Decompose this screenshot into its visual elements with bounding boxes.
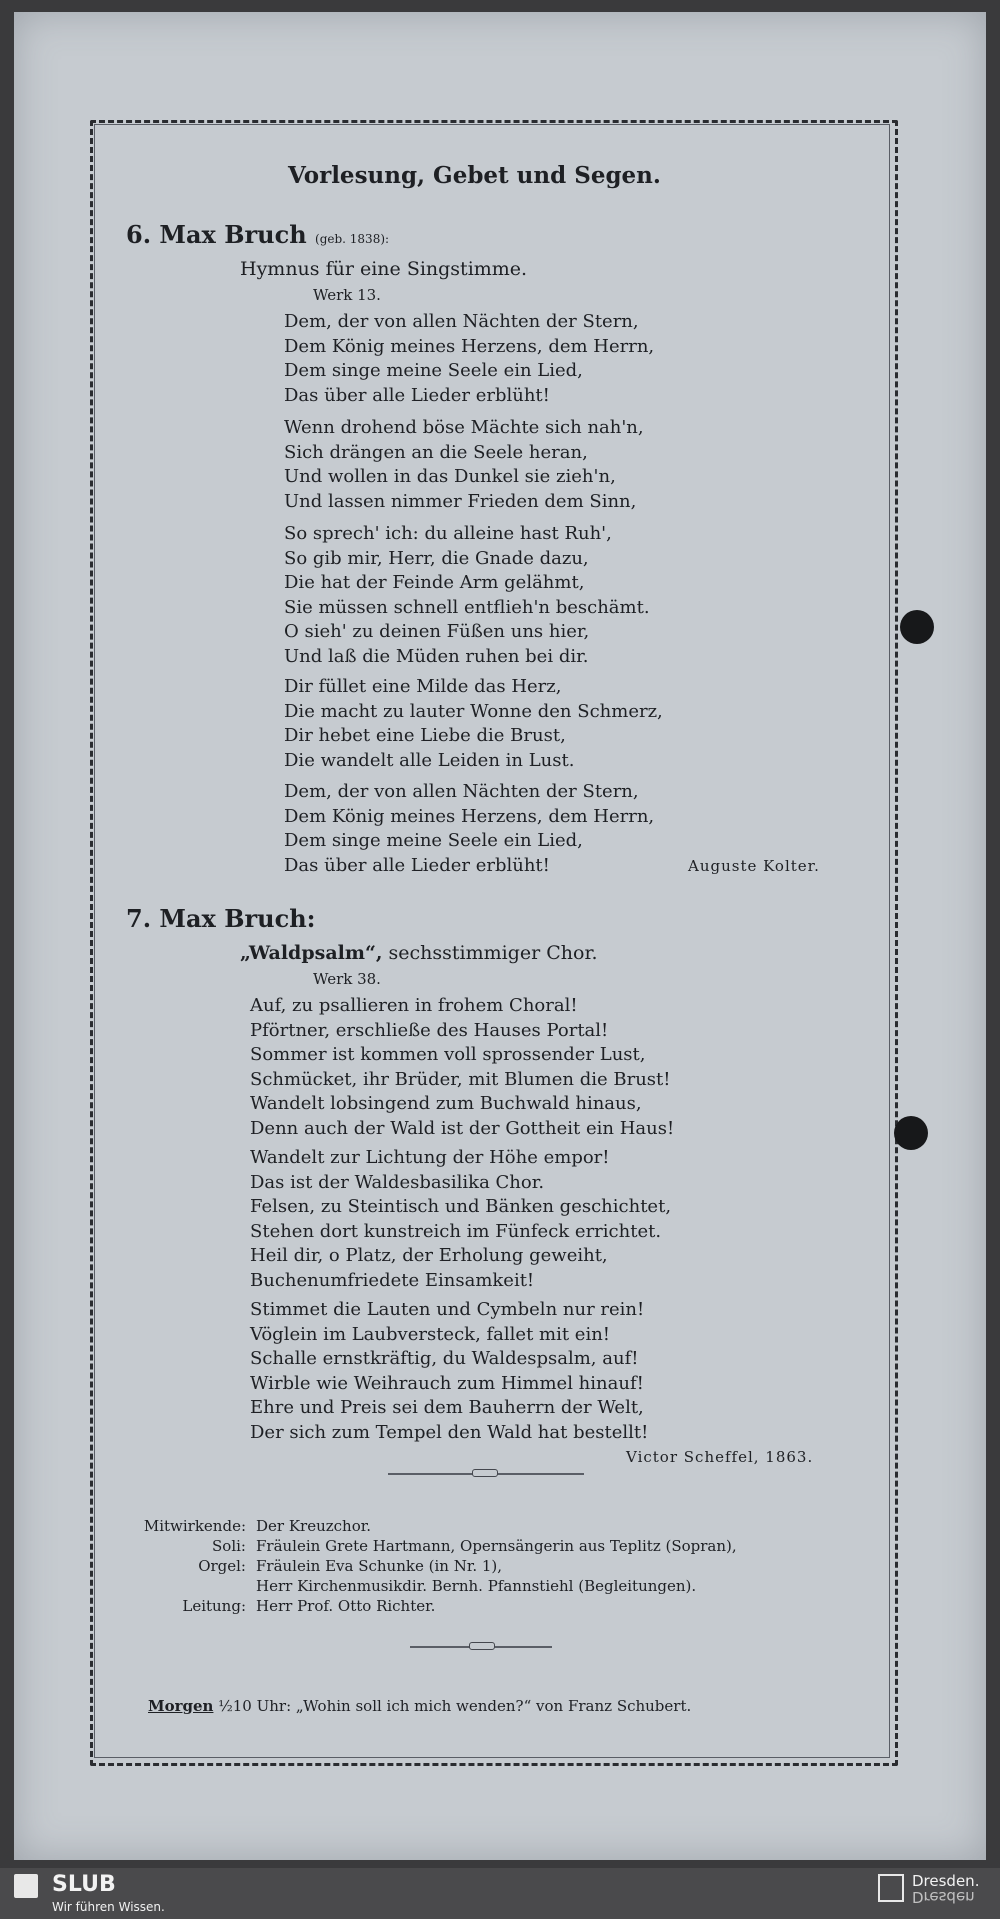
- verse-line: Dem singe meine Seele ein Lied,: [284, 360, 583, 381]
- piece-6-stanza-3: [284, 522, 650, 669]
- dresden-coat-of-arms-icon: [878, 1874, 904, 1902]
- credits-value: Fräulein Eva Schunke (in Nr. 1),: [256, 1557, 503, 1575]
- verse-line: Felsen, zu Steintisch und Bänken geschichtet,: [250, 1196, 672, 1217]
- credits-value: Fräulein Grete Hartmann, Opernsängerin aus Teplitz (Sopran),: [256, 1537, 737, 1555]
- verse-line: Dir füllet eine Milde das Herz,: [284, 676, 562, 697]
- piece-7-opus: Werk 38.: [313, 970, 381, 988]
- dresden-logo-mirror: Dresden: [912, 1888, 975, 1906]
- slub-logo-text[interactable]: SLUB: [52, 1872, 116, 1897]
- piece-7-header: [126, 904, 316, 933]
- verse-line: Ehre und Preis sei dem Bauherrn der Welt,: [250, 1397, 644, 1418]
- credits-value: Herr Kirchenmusikdir. Bernh. Pfannstiehl (Begleitungen).: [256, 1577, 697, 1595]
- book-icon: [14, 1874, 38, 1898]
- piece-6-composer: Max Bruch: [159, 220, 307, 249]
- piece-6-author: Auguste Kolter.: [688, 857, 820, 875]
- divider-ornament-center: [472, 1469, 498, 1477]
- piece-7-title: „Waldpsalm“,: [240, 942, 383, 964]
- credits-row: [112, 1556, 737, 1576]
- piece-7-number: 7.: [126, 904, 152, 933]
- verse-line: Sie müssen schnell entflieh'n beschämt.: [284, 596, 650, 618]
- verse-line: Wandelt zur Lichtung der Höhe empor!: [250, 1147, 610, 1168]
- piece-6-stanza-1: [284, 310, 654, 408]
- verse-line: So gib mir, Herr, die Gnade dazu,: [284, 547, 589, 569]
- verse-line: Auf, zu psallieren in frohem Choral!: [250, 995, 578, 1016]
- verse-line: Die wandelt alle Leiden in Lust.: [284, 749, 575, 771]
- verse-line: Sommer ist kommen voll sprossender Lust,: [250, 1044, 646, 1065]
- verse-line: Dem König meines Herzens, dem Herrn,: [284, 805, 655, 827]
- verse-line: So sprech' ich: du alleine hast Ruh',: [284, 523, 612, 544]
- piece-7-subtitle: [240, 942, 598, 964]
- verse-line: Das über alle Lieder erblüht!: [284, 384, 550, 406]
- credits-label: Orgel:: [198, 1557, 246, 1575]
- piece-6-number: 6.: [126, 220, 152, 249]
- punch-hole: [894, 1116, 928, 1150]
- verse-line: Dem König meines Herzens, dem Herrn,: [284, 335, 655, 357]
- verse-line: Dem singe meine Seele ein Lied,: [284, 830, 583, 851]
- piece-6-opus: Werk 13.: [313, 286, 381, 304]
- verse-line: Der sich zum Tempel den Wald hat bestellt!: [250, 1421, 649, 1443]
- credits-row: [112, 1596, 737, 1616]
- punch-hole: [900, 610, 934, 644]
- piece-6-header: [126, 220, 389, 249]
- verse-line: Wirble wie Weihrauch zum Himmel hinauf!: [250, 1372, 644, 1394]
- announcement-morgen: Morgen: [148, 1697, 214, 1715]
- verse-line: Sich drängen an die Seele heran,: [284, 441, 588, 463]
- verse-line: Und laß die Müden ruhen bei dir.: [284, 645, 589, 667]
- verse-line: Stehen dort kunstreich im Fünfeck errichtet.: [250, 1220, 662, 1242]
- verse-line: Das über alle Lieder erblüht!: [284, 854, 550, 876]
- credits-label: Mitwirkende:: [143, 1517, 246, 1535]
- credits-row: [112, 1516, 737, 1536]
- dresden-logo-line: Dresden.: [912, 1872, 980, 1890]
- dresden-logo[interactable]: [912, 1874, 979, 1904]
- credits-value: Der Kreuzchor.: [256, 1517, 372, 1535]
- verse-line: Dem, der von allen Nächten der Stern,: [284, 311, 639, 332]
- verse-line: Stimmet die Lauten und Cymbeln nur rein!: [250, 1299, 645, 1320]
- announcement-text: ½10 Uhr: „Wohin soll ich mich wenden?“ von Franz Schubert.: [213, 1697, 692, 1715]
- slub-tagline: Wir führen Wissen.: [52, 1900, 165, 1914]
- credits-row: [112, 1576, 737, 1596]
- verse-line: Das ist der Waldesbasilika Chor.: [250, 1171, 545, 1193]
- verse-line: Die hat der Feinde Arm gelähmt,: [284, 572, 585, 593]
- verse-line: Heil dir, o Platz, der Erholung geweiht,: [250, 1245, 608, 1266]
- credits-label: [112, 1576, 256, 1596]
- verse-line: Und lassen nimmer Frieden dem Sinn,: [284, 490, 637, 512]
- credits-row: [112, 1536, 737, 1556]
- verse-line: Dem, der von allen Nächten der Stern,: [284, 781, 639, 802]
- piece-7-stanza-3: [250, 1298, 648, 1445]
- piece-6-stanza-5: [284, 780, 654, 878]
- credits-label: Soli:: [212, 1537, 246, 1555]
- page-heading: Vorlesung, Gebet und Segen.: [288, 162, 661, 189]
- credits-label: Leitung:: [182, 1597, 246, 1615]
- divider-ornament-center: [469, 1642, 495, 1650]
- piece-6-stanza-2: [284, 416, 644, 514]
- verse-line: Buchenumfriedete Einsamkeit!: [250, 1269, 535, 1291]
- verse-line: Schmücket, ihr Brüder, mit Blumen die Brust!: [250, 1068, 671, 1090]
- piece-6-born: (geb. 1838):: [315, 232, 390, 246]
- piece-7-composer: Max Bruch:: [159, 904, 316, 933]
- verse-line: Wenn drohend böse Mächte sich nah'n,: [284, 417, 644, 438]
- verse-line: Die macht zu lauter Wonne den Schmerz,: [284, 700, 663, 722]
- piece-6-stanza-4: [284, 675, 663, 773]
- piece-7-stanza-2: [250, 1146, 671, 1293]
- verse-line: Und wollen in das Dunkel sie zieh'n,: [284, 466, 616, 487]
- piece-6-subtitle: Hymnus für eine Singstimme.: [240, 258, 528, 280]
- verse-line: O sieh' zu deinen Füßen uns hier,: [284, 621, 590, 642]
- verse-line: Schalle ernstkräftig, du Waldespsalm, auf!: [250, 1348, 639, 1369]
- verse-line: Denn auch der Wald ist der Gottheit ein Haus!: [250, 1117, 675, 1139]
- verse-line: Wandelt lobsingend zum Buchwald hinaus,: [250, 1093, 642, 1114]
- piece-7-author: Victor Scheffel, 1863.: [626, 1448, 814, 1466]
- verse-line: Dir hebet eine Liebe die Brust,: [284, 725, 566, 746]
- piece-7-stanza-1: [250, 994, 674, 1141]
- verse-line: Pförtner, erschließe des Hauses Portal!: [250, 1019, 609, 1041]
- piece-7-description: sechsstimmiger Chor.: [382, 942, 598, 964]
- credits-block: [112, 1516, 737, 1616]
- announcement-line: [148, 1697, 691, 1715]
- credits-value: Herr Prof. Otto Richter.: [256, 1597, 436, 1615]
- verse-line: Vöglein im Laubversteck, fallet mit ein!: [250, 1323, 611, 1345]
